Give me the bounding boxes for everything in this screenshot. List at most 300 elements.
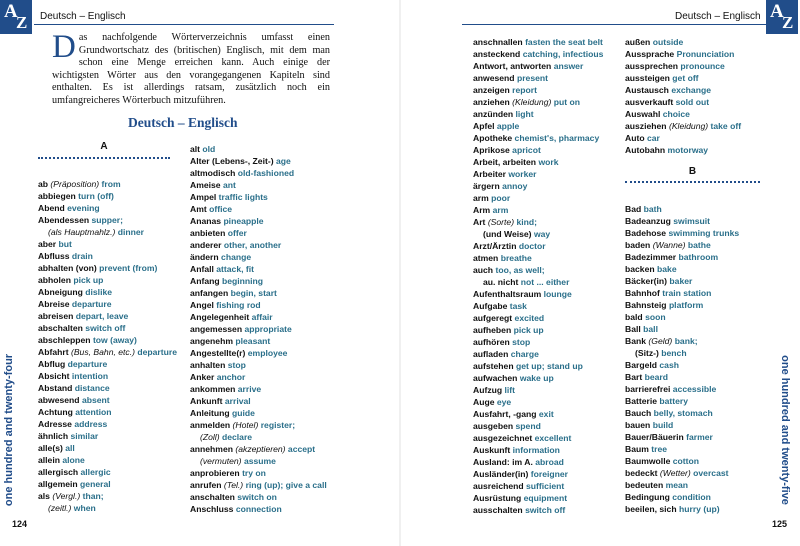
entry-german: ausgezeichnet xyxy=(473,433,533,443)
dictionary-entry xyxy=(473,504,623,516)
entry-german: abschalten xyxy=(38,323,83,333)
dictionary-entry xyxy=(473,420,623,432)
dictionary-entry xyxy=(190,419,398,431)
section-title: Deutsch – Englisch xyxy=(128,115,238,130)
entry-english: bath xyxy=(643,204,662,214)
entry-german: aufhören xyxy=(473,337,510,347)
entry-english: doctor xyxy=(518,241,546,251)
left-side-label: one hundred and twenty-four xyxy=(3,353,15,507)
entry-german: Bäcker(in) xyxy=(625,276,668,286)
dictionary-entry xyxy=(190,179,398,191)
entry-german: (Sitz-) xyxy=(635,348,659,358)
entry-english: anchor xyxy=(216,372,246,382)
entry-english: exchange xyxy=(671,85,711,95)
entry-english: pineapple xyxy=(223,216,264,226)
dictionary-entry xyxy=(38,274,208,286)
entry-german: allein xyxy=(38,455,60,465)
dictionary-entry xyxy=(625,299,765,311)
entry-english: change xyxy=(221,252,252,262)
dictionary-entry xyxy=(625,407,765,419)
entry-german: allergisch xyxy=(38,467,79,477)
dictionary-entry xyxy=(190,467,398,479)
entry-german: alt xyxy=(190,144,201,154)
entry-german: annehmen xyxy=(190,444,233,454)
entry-german: Aufgabe xyxy=(473,301,508,311)
entry-note: (Präposition) xyxy=(50,179,100,189)
entry-english: guide xyxy=(232,408,255,418)
entry-english: employee xyxy=(247,348,288,358)
dictionary-entry xyxy=(473,180,623,192)
entry-german: anzeigen xyxy=(473,85,510,95)
entry-german: Bad xyxy=(625,204,642,214)
entry-english: office xyxy=(209,204,233,214)
entry-german: Aussprache xyxy=(625,49,675,59)
entry-english: attack, fit xyxy=(216,264,254,274)
entry-german: au. nicht xyxy=(483,277,519,287)
entry-german: ausverkauft xyxy=(625,97,674,107)
entry-german: Arm xyxy=(473,205,491,215)
dictionary-entry xyxy=(473,36,623,48)
dictionary-entry xyxy=(625,48,765,60)
entry-german: als xyxy=(38,491,50,501)
entry-german: Abflug xyxy=(38,359,66,369)
dictionary-entry xyxy=(38,178,208,190)
entry-english: pick up xyxy=(513,325,544,335)
entry-german: Ankunft xyxy=(190,396,223,406)
dictionary-entry xyxy=(625,311,765,323)
entry-english: information xyxy=(512,445,560,455)
dictionary-entry xyxy=(473,324,623,336)
entry-english: arrive xyxy=(237,384,262,394)
dictionary-entry xyxy=(625,479,765,491)
dictionary-entry xyxy=(625,419,765,431)
entry-german: backen xyxy=(625,264,655,274)
letter-divider-b xyxy=(625,181,760,183)
dictionary-entry xyxy=(38,322,208,334)
dictionary-entry xyxy=(38,370,208,382)
dictionary-entry xyxy=(473,108,623,120)
dictionary-entry xyxy=(473,192,623,204)
dictionary-entry xyxy=(190,203,398,215)
dictionary-entry xyxy=(473,360,623,372)
entry-english: bathe xyxy=(687,240,711,250)
dictionary-entry xyxy=(473,156,623,168)
entry-german: ausschalten xyxy=(473,505,523,515)
entry-english: supper; xyxy=(91,215,124,225)
entry-english: all xyxy=(65,443,75,453)
entry-english: general xyxy=(80,479,111,489)
letter-heading-b: B xyxy=(688,166,697,177)
entry-german: ändern xyxy=(190,252,219,262)
entry-english: bathroom xyxy=(678,252,719,262)
entry-english: departure xyxy=(67,359,108,369)
entry-german: Baumwolle xyxy=(625,456,671,466)
entry-note: (Kleidung) xyxy=(668,121,709,131)
entry-note: (Kleidung) xyxy=(512,97,552,107)
entry-english: pick up xyxy=(73,275,104,285)
entry-english: car xyxy=(646,133,660,143)
entry-german: Ausfahrt, -gang xyxy=(473,409,537,419)
dictionary-entry xyxy=(625,491,765,503)
dictionary-entry xyxy=(190,167,398,179)
dictionary-entry xyxy=(38,250,208,262)
intro-dropcap: D xyxy=(52,29,76,65)
entry-english: charge xyxy=(510,349,539,359)
dictionary-entry xyxy=(625,96,765,108)
dictionary-entry xyxy=(625,239,765,251)
entry-german: Bank xyxy=(625,336,647,346)
dictionary-entry xyxy=(190,215,398,227)
entry-english: prevent (from) xyxy=(99,263,158,273)
entry-english: tow (away) xyxy=(92,335,137,345)
entry-english: ant xyxy=(222,180,236,190)
right-header-rule xyxy=(462,24,766,25)
entry-german: Angelegenheit xyxy=(190,312,250,322)
entry-english: take off xyxy=(710,121,742,131)
dictionary-entry xyxy=(190,143,398,155)
entry-german: ab xyxy=(38,179,49,189)
dictionary-entry xyxy=(38,454,208,466)
entry-note: (Bus, Bahn, etc.) xyxy=(70,347,135,357)
entry-german: Ausrüstung xyxy=(473,493,522,503)
entry-english: overcast xyxy=(693,468,729,478)
entry-english: apricot xyxy=(512,145,541,155)
entry-german: Antwort, antworten xyxy=(473,61,552,71)
entry-note: (zeitl.) xyxy=(48,503,72,513)
dictionary-entry xyxy=(190,311,398,323)
entry-english: lounge xyxy=(543,289,572,299)
dictionary-entry xyxy=(473,300,623,312)
entry-german: aufladen xyxy=(473,349,509,359)
entry-german: Aufenthaltsraum xyxy=(473,289,542,299)
entry-german: Arbeit, arbeiten xyxy=(473,157,537,167)
dictionary-entry xyxy=(38,394,208,406)
entry-english: when xyxy=(73,503,96,513)
dictionary-entry xyxy=(625,227,765,239)
entry-german: ähnlich xyxy=(38,431,69,441)
entry-german: anschalten xyxy=(190,492,235,502)
entry-english: outside xyxy=(652,37,684,47)
dictionary-entry xyxy=(473,216,623,228)
entry-german: Austausch xyxy=(625,85,669,95)
dictionary-entry xyxy=(473,372,623,384)
entry-english: report xyxy=(512,85,538,95)
entry-german: Art xyxy=(473,217,486,227)
entry-german: angemessen xyxy=(190,324,243,334)
dictionary-entry xyxy=(625,455,765,467)
dictionary-entry xyxy=(625,323,765,335)
dictionary-entry xyxy=(190,503,398,515)
left-page-number: 124 xyxy=(12,519,28,529)
dictionary-entry xyxy=(473,60,623,72)
entry-german: bedeckt xyxy=(625,468,658,478)
entry-german: anwesend xyxy=(473,73,515,83)
dictionary-entry xyxy=(473,444,623,456)
dictionary-entry xyxy=(625,287,765,299)
entry-german: Auto xyxy=(625,133,645,143)
entry-german: Achtung xyxy=(38,407,73,417)
entry-note: (Tel.) xyxy=(223,480,244,490)
entry-english: abroad xyxy=(535,457,564,467)
left-header-rule xyxy=(34,24,334,25)
entry-german: Baum xyxy=(625,444,649,454)
entry-english: get up; stand up xyxy=(515,361,583,371)
az-dictionary-icon: A Z xyxy=(0,0,32,34)
entry-english: bake xyxy=(657,264,677,274)
dictionary-entry xyxy=(473,276,623,288)
dictionary-entry xyxy=(190,359,398,371)
entry-english: begin, start xyxy=(230,288,277,298)
entry-german: ärgern xyxy=(473,181,500,191)
entry-german: Auswahl xyxy=(625,109,661,119)
entry-german: abholen xyxy=(38,275,71,285)
entry-german: aussteigen xyxy=(625,73,670,83)
entry-german: Bauch xyxy=(625,408,652,418)
dictionary-entry xyxy=(625,263,765,275)
entry-english: mean xyxy=(665,480,689,490)
entry-german: Anfang xyxy=(190,276,220,286)
entry-english: tree xyxy=(651,444,668,454)
entry-english: motorway xyxy=(667,145,709,155)
intro-paragraph xyxy=(52,29,330,108)
dictionary-entry xyxy=(625,251,765,263)
dictionary-entry xyxy=(473,468,623,480)
entry-english: work xyxy=(538,157,559,167)
dictionary-entry xyxy=(473,72,623,84)
dictionary-entry xyxy=(190,251,398,263)
entry-english: put on xyxy=(553,97,580,107)
entry-german: atmen xyxy=(473,253,499,263)
dictionary-entry xyxy=(473,288,623,300)
entry-german: Abreise xyxy=(38,299,70,309)
entry-english: address xyxy=(74,419,108,429)
dictionary-entry xyxy=(38,478,208,490)
entry-german: aufwachen xyxy=(473,373,518,383)
dictionary-entry xyxy=(473,456,623,468)
left-header-title: Deutsch – Englisch xyxy=(40,11,126,22)
entry-english: get off xyxy=(672,73,699,83)
entry-german: angenehm xyxy=(190,336,233,346)
entry-german: Anker xyxy=(190,372,215,382)
entry-german: anbieten xyxy=(190,228,226,238)
dictionary-entry xyxy=(190,443,398,455)
entry-english: breathe xyxy=(500,253,532,263)
dictionary-entry xyxy=(190,323,398,335)
entry-german: ansteckend xyxy=(473,49,521,59)
entry-german: abbiegen xyxy=(38,191,76,201)
entries-column-2 xyxy=(190,143,398,515)
entry-german: Bauer/Bäuerin xyxy=(625,432,684,442)
dictionary-entry xyxy=(473,120,623,132)
entry-english: kind; xyxy=(516,217,537,227)
entry-english: arm xyxy=(492,205,509,215)
entry-english: evening xyxy=(67,203,100,213)
entry-note: (Sorte) xyxy=(487,217,515,227)
dictionary-entry xyxy=(473,252,623,264)
entry-german: Ball xyxy=(625,324,641,334)
entries-column-1 xyxy=(38,178,208,514)
entry-english: pronounce xyxy=(680,61,725,71)
entry-german: Alter (Lebens-, Zeit-) xyxy=(190,156,274,166)
entry-note: (akzeptieren) xyxy=(235,444,286,454)
entry-english: apple xyxy=(496,121,520,131)
dictionary-entry xyxy=(38,298,208,310)
entry-english: cash xyxy=(659,360,679,370)
dictionary-entry xyxy=(190,455,398,467)
entry-german: abhalten (von) xyxy=(38,263,97,273)
entry-german: aber xyxy=(38,239,57,249)
entry-english: excellent xyxy=(534,433,572,443)
entry-german: barrierefrei xyxy=(625,384,671,394)
dictionary-entry xyxy=(473,348,623,360)
entry-english: beard xyxy=(644,372,668,382)
entry-english: task xyxy=(509,301,527,311)
dictionary-entry xyxy=(625,371,765,383)
dictionary-entry xyxy=(473,168,623,180)
entry-english: attention xyxy=(75,407,112,417)
entry-german: anziehen xyxy=(473,97,510,107)
entry-german: Badehose xyxy=(625,228,667,238)
entry-german: aufgeregt xyxy=(473,313,513,323)
dictionary-entry xyxy=(190,491,398,503)
entry-english: departure xyxy=(137,347,177,357)
entry-german: bedeuten xyxy=(625,480,664,490)
entry-german: alle(s) xyxy=(38,443,63,453)
entry-german: Amt xyxy=(190,204,207,214)
dictionary-entry xyxy=(190,479,398,491)
dictionary-entry xyxy=(625,36,765,48)
entry-english: sold out xyxy=(675,97,710,107)
entry-german: Bahnsteig xyxy=(625,300,667,310)
entry-german: Angestellte(r) xyxy=(190,348,246,358)
dictionary-entry xyxy=(625,395,765,407)
entry-english: switch on xyxy=(237,492,277,502)
entry-note: (Geld) xyxy=(648,336,673,346)
entry-german: Absicht xyxy=(38,371,70,381)
entry-english: chemist's, pharmacy xyxy=(514,133,600,143)
dictionary-entry xyxy=(625,120,765,132)
dictionary-entry xyxy=(190,287,398,299)
az-dictionary-icon-right: A Z xyxy=(766,0,798,34)
entry-english: bench xyxy=(661,348,687,358)
entry-german: Abfahrt xyxy=(38,347,69,357)
entry-german: anschnallen xyxy=(473,37,523,47)
dictionary-entry xyxy=(190,431,398,443)
entry-note: (Wanne) xyxy=(652,240,686,250)
entry-english: sufficient xyxy=(526,481,565,491)
dictionary-entry xyxy=(190,395,398,407)
entry-english: bank; xyxy=(674,336,698,346)
entry-german: aufheben xyxy=(473,325,512,335)
dictionary-entry xyxy=(190,155,398,167)
entry-english: foreigner xyxy=(530,469,569,479)
dictionary-entry xyxy=(38,214,208,226)
entry-german: arm xyxy=(473,193,489,203)
dictionary-entry xyxy=(473,96,623,108)
entry-english: platform xyxy=(668,300,704,310)
dictionary-entry xyxy=(473,264,623,276)
entry-german: Aufzug xyxy=(473,385,503,395)
entry-german: Abendessen xyxy=(38,215,90,225)
dictionary-entry xyxy=(473,480,623,492)
entry-english: traffic lights xyxy=(218,192,268,202)
dictionary-entry xyxy=(38,226,208,238)
dictionary-entry xyxy=(625,335,765,347)
entry-german: abreisen xyxy=(38,311,74,321)
dictionary-entry xyxy=(190,227,398,239)
dictionary-entry xyxy=(625,144,765,156)
dictionary-entry xyxy=(625,215,765,227)
entry-german: Anfall xyxy=(190,264,214,274)
entry-english: stop xyxy=(512,337,531,347)
entry-german: allgemein xyxy=(38,479,78,489)
entry-english: soon xyxy=(645,312,666,322)
entry-english: try on xyxy=(242,468,266,478)
entry-english: equipment xyxy=(523,493,568,503)
dictionary-entry xyxy=(38,406,208,418)
dictionary-entry xyxy=(190,239,398,251)
dictionary-entry xyxy=(38,430,208,442)
entry-english: arrival xyxy=(224,396,251,406)
entry-english: worker xyxy=(508,169,537,179)
dictionary-entry xyxy=(38,334,208,346)
entry-german: Ampel xyxy=(190,192,217,202)
dictionary-entry xyxy=(38,346,208,358)
dictionary-entry xyxy=(625,359,765,371)
entry-english: condition xyxy=(672,492,711,502)
dictionary-entry xyxy=(38,418,208,430)
entry-english: not ... either xyxy=(520,277,570,287)
dictionary-entry xyxy=(625,347,765,359)
dictionary-entry xyxy=(38,502,208,514)
dictionary-entry xyxy=(473,48,623,60)
entry-english: from xyxy=(101,179,121,189)
dictionary-entry xyxy=(190,191,398,203)
entry-english: fishing rod xyxy=(216,300,261,310)
entry-german: abschleppen xyxy=(38,335,91,345)
entry-english: alone xyxy=(62,455,85,465)
entry-english: old-fashioned xyxy=(237,168,295,178)
entry-german: auch xyxy=(473,265,494,275)
right-header-title: Deutsch – Englisch xyxy=(675,11,761,22)
dictionary-entry xyxy=(38,310,208,322)
entry-english: lift xyxy=(504,385,516,395)
entry-english: age xyxy=(275,156,291,166)
entry-english: similar xyxy=(70,431,99,441)
entry-german: Auskunft xyxy=(473,445,511,455)
entry-english: farmer xyxy=(686,432,713,442)
dictionary-entry xyxy=(190,371,398,383)
entry-german: Autobahn xyxy=(625,145,666,155)
entry-english: way xyxy=(533,229,551,239)
entry-german: Apfel xyxy=(473,121,495,131)
entry-german: Ameise xyxy=(190,180,221,190)
dictionary-entry xyxy=(625,60,765,72)
entry-german: Bart xyxy=(625,372,643,382)
entry-english: affair xyxy=(251,312,273,322)
entry-german: Bedingung xyxy=(625,492,670,502)
entry-english: drain xyxy=(71,251,93,261)
right-side-label: one hundred and twenty-five xyxy=(779,355,791,505)
entry-english: present xyxy=(516,73,548,83)
intro-text: as nachfolgende Wörterverzeichnis umfasst einen Grundwortschatz des (britischen) Englisch, mit dem man schon eine Menge erreichen kann. Auch einige der wichtigsten Wörter aus den vorangegangenen Kapiteln sind enthalten. Es ist allerdings ratsam, zusätzlich noch ein umfangreicheres Wörterbuch mitzuführen. xyxy=(52,32,330,106)
entry-german: (und Weise) xyxy=(483,229,532,239)
entry-english: baker xyxy=(669,276,693,286)
entry-german: Batterie xyxy=(625,396,657,406)
entry-german: bald xyxy=(625,312,643,322)
entry-german: anmelden xyxy=(190,420,231,430)
entry-german: Aprikose xyxy=(473,145,510,155)
